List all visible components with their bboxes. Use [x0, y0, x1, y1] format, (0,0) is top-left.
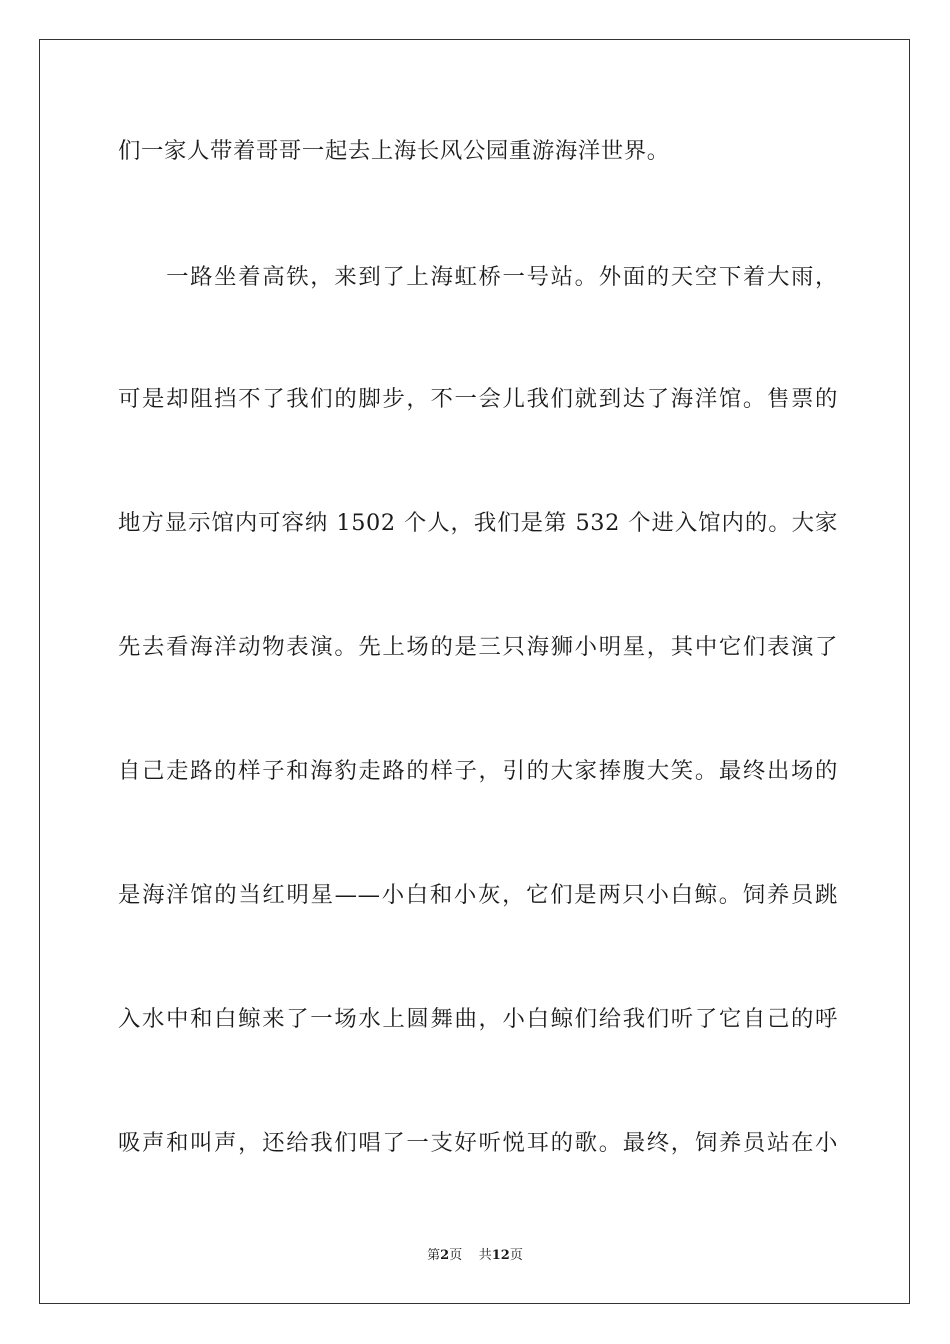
text-line-4: 地方显示馆内可容纳 1502 个人，我们是第 532 个进入馆内的。大家	[118, 510, 838, 536]
text-line-7: 是海洋馆的当红明星——小白和小灰，它们是两只小白鲸。饲养员跳	[118, 882, 838, 908]
text-line-6: 自己走路的样子和海豹走路的样子，引的大家捧腹大笑。最终出场的	[118, 758, 838, 784]
text-line-3: 可是却阻挡不了我们的脚步，不一会儿我们就到达了海洋馆。售票的	[118, 386, 838, 412]
text-line-1: 们一家人带着哥哥一起去上海长风公园重游海洋世界。	[118, 138, 670, 164]
footer-page-prefix: 第	[427, 1248, 441, 1263]
footer-page-suffix: 页	[449, 1248, 463, 1263]
footer-total-suffix: 页	[509, 1248, 523, 1263]
page-footer	[0, 1247, 950, 1265]
text-line-5: 先去看海洋动物表演。先上场的是三只海狮小明星，其中它们表演了	[118, 634, 838, 660]
text-line-9: 吸声和叫声，还给我们唱了一支好听悦耳的歌。最终，饲养员站在小	[118, 1130, 838, 1156]
footer-total-prefix: 共	[478, 1248, 492, 1263]
footer-page-number: 2	[440, 1248, 450, 1263]
page-border	[39, 39, 910, 1304]
text-line-2: 一路坐着高铁，来到了上海虹桥一号站。外面的天空下着大雨，	[118, 264, 838, 290]
text-line-8: 入水中和白鲸来了一场水上圆舞曲，小白鲸们给我们听了它自己的呼	[118, 1006, 838, 1032]
footer-total-pages: 12	[491, 1248, 510, 1263]
